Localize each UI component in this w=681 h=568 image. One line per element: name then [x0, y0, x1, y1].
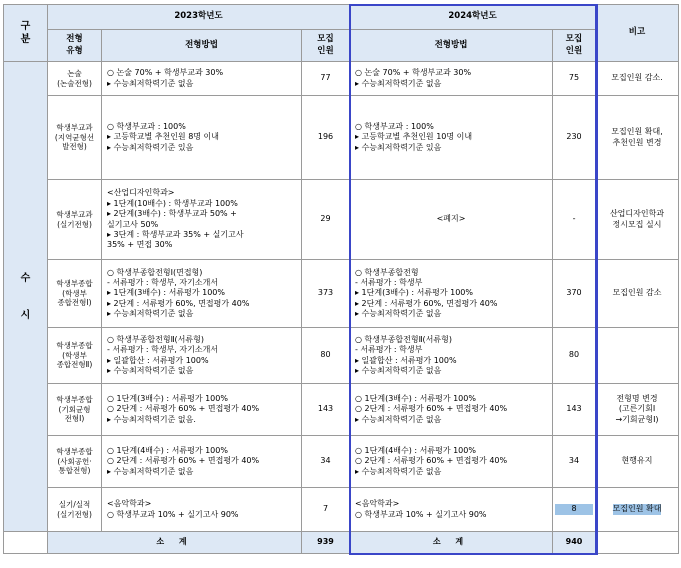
remark-line: 추천인원 변경 — [612, 137, 662, 147]
quota-2024-line: 34 — [568, 456, 580, 466]
method-2023-line: ▸ 3단계 : 학생부교과 35% + 실기고사 — [107, 229, 244, 239]
admission-type — [48, 62, 102, 96]
admission-type — [48, 180, 102, 260]
category-header: 구 분 — [4, 5, 48, 62]
remark-line: 현행유지 — [621, 456, 653, 466]
admission-type-line: 학생부교과 — [56, 209, 93, 219]
subtotal-label-2024: 소 계 — [350, 532, 553, 554]
method-2023-line: ○ 1단계(3배수) : 서류평가 100% — [107, 393, 228, 403]
quota-2024-line: 8 — [555, 504, 593, 514]
method-2023-line: ▸ 수능최저학력기준 없음 — [107, 309, 194, 319]
method-2023-line: ○ 학생부종합전형Ⅰ(면접형) — [107, 267, 203, 277]
method-2024-line: ○ 학생부종합전형 — [355, 267, 419, 277]
method-2023-line: - 서류평가 : 학생부, 자기소개서 — [107, 345, 219, 355]
remark-line: (고른기회Ⅰ — [618, 404, 656, 414]
method-2023-line: ▸ 2단계(3배수) : 학생부교과 50% + — [107, 209, 237, 219]
type-header-2023: 전형 유형 — [48, 30, 102, 62]
quota-2024-line: 75 — [568, 73, 580, 83]
method-2023-line: <음악학과> — [107, 499, 152, 509]
admissions-table — [3, 4, 679, 554]
method-2023 — [102, 260, 302, 328]
method-2023 — [102, 436, 302, 488]
method-2024-line: ▸ 일괄합산 : 서류평가 100% — [355, 355, 457, 365]
method-2023-line: ▸ 수능최저학력기준 없음 — [107, 466, 194, 476]
method-2023 — [102, 328, 302, 384]
header-row-1 — [4, 5, 679, 30]
total-row — [4, 532, 679, 554]
year-2023-header: 2023학년도 — [48, 5, 350, 30]
admission-type-line: 학생부교과 — [56, 122, 93, 132]
quota-2024-line: 370 — [566, 288, 582, 298]
header-row-2 — [4, 30, 679, 62]
remark-line: 산업디자인학과 — [609, 209, 665, 219]
quota-header-2023: 모집 인원 — [302, 30, 350, 62]
method-2023 — [102, 488, 302, 532]
quota-2023 — [302, 328, 350, 384]
table-row — [4, 96, 679, 180]
remark — [596, 96, 679, 180]
quota-2024 — [553, 328, 596, 384]
method-2023-line: ○ 학생부교과 10% + 실기고사 90% — [107, 509, 239, 519]
method-2023 — [102, 384, 302, 436]
admission-type-line: 전형Ⅰ) — [64, 414, 85, 424]
admission-type — [48, 384, 102, 436]
quota-2023 — [302, 260, 350, 328]
table-row — [4, 260, 679, 328]
method-2024-line: ○ 2단계 : 서류평가 60% + 면접평가 40% — [355, 404, 508, 414]
quota-2024-line: 230 — [566, 132, 582, 142]
subtotal-label-2023: 소 계 — [48, 532, 302, 554]
method-2023-line: 실기고사 50% — [107, 219, 159, 229]
table-row — [4, 384, 679, 436]
quota-2023-line: 29 — [320, 214, 331, 224]
susi-label-si: 시 — [20, 309, 31, 321]
quota-2024 — [553, 384, 596, 436]
method-2024-line: ○ 학생부교과 : 100% — [355, 121, 434, 131]
admission-type — [48, 436, 102, 488]
quota-2024-line: - — [572, 214, 576, 224]
method-2024-line: <음악학과> — [355, 499, 400, 509]
method-2024 — [350, 260, 553, 328]
method-2023-line: ○ 학생부교과 : 100% — [107, 121, 186, 131]
method-2023-line: - 서류평가 : 학생부, 자기소개서 — [107, 277, 219, 287]
admission-type — [48, 328, 102, 384]
quota-2023 — [302, 62, 350, 96]
remark-line: 전형명 변경 — [616, 393, 658, 403]
quota-2024 — [553, 96, 596, 180]
admission-type-line: 실기/실적 — [58, 499, 91, 509]
admission-type-line: 종합전형Ⅰ) — [57, 298, 92, 308]
remark-line: 모집인원 감소. — [611, 73, 663, 83]
method-2024-line: ▸ 수능최저학력기준 없음 — [355, 309, 442, 319]
quota-2023 — [302, 96, 350, 180]
method-2023-line: ▸ 1단계(10배수) : 학생부교과 100% — [107, 198, 238, 208]
admission-type-line: 논술 — [67, 68, 82, 78]
admission-type-line: 통합전형) — [58, 466, 91, 476]
admission-type-line: (지역균형선 — [54, 132, 95, 142]
admission-type-line: (학생부 — [62, 350, 87, 360]
quota-2023-line: 196 — [317, 132, 334, 142]
quota-2023-line: 373 — [317, 288, 334, 298]
remark — [596, 180, 679, 260]
remark-line: 정시모집 실시 — [612, 219, 662, 229]
method-2024-line: ▸ 2단계 : 서류평가 60%, 면접평가 40% — [355, 298, 498, 308]
method-2023 — [102, 62, 302, 96]
remark-line: 모집인원 확대, — [611, 127, 663, 137]
remark-header: 비고 — [596, 5, 679, 62]
method-header-2024: 전형방법 — [350, 30, 553, 62]
method-2023-line: ▸ 수능최저학력기준 없음 — [107, 78, 194, 88]
method-2024 — [350, 180, 553, 260]
remark — [596, 62, 679, 96]
method-2023-line: ▸ 1단계(3배수) : 서류평가 100% — [107, 288, 225, 298]
admission-type-line: 학생부종합 — [56, 394, 93, 404]
table-row — [4, 436, 679, 488]
admission-type-line: (실기전형) — [57, 219, 92, 229]
admission-type-line: (사회공헌· — [57, 456, 92, 466]
quota-2024 — [553, 488, 596, 532]
method-2024 — [350, 328, 553, 384]
method-2023-line: ○ 2단계 : 서류평가 60% + 면접평가 40% — [107, 456, 260, 466]
method-2024 — [350, 96, 553, 180]
quota-2024 — [553, 436, 596, 488]
admission-type-line: 학생부종합 — [56, 340, 93, 350]
method-2023-line: ▸ 수능최저학력기준 있음 — [107, 142, 194, 152]
method-2024-line: ○ 논술 70% + 학생부교과 30% — [355, 68, 472, 78]
method-2023-line: ○ 1단계(4배수) : 서류평가 100% — [107, 445, 228, 455]
quota-2024 — [553, 62, 596, 96]
method-2023-line: ▸ 일괄합산 : 서류평가 100% — [107, 355, 209, 365]
table-row — [4, 488, 679, 532]
method-2024-line: ▸ 1단계(3배수) : 서류평가 100% — [355, 288, 473, 298]
admission-type-line: (논술전형) — [57, 78, 92, 88]
method-header-2023: 전형방법 — [102, 30, 302, 62]
quota-2023 — [302, 384, 350, 436]
method-2024-line: ○ 학생부교과 10% + 실기고사 90% — [355, 509, 487, 519]
method-2024-line: - 서류평가 : 학생부 — [355, 277, 423, 287]
year-2024-header: 2024학년도 — [350, 5, 596, 30]
method-2024-line: ○ 1단계(3배수) : 서류평가 100% — [355, 393, 476, 403]
method-2023-line: ○ 2단계 : 서류평가 60% + 면접평가 40% — [107, 404, 260, 414]
susi-label — [4, 62, 48, 532]
susi-label-su: 수 — [20, 272, 31, 284]
quota-2023 — [302, 180, 350, 260]
quota-2023-line: 143 — [317, 404, 334, 414]
quota-2023 — [302, 488, 350, 532]
method-2024-line: ▸ 수능최저학력기준 없음 — [355, 365, 442, 375]
quota-2024 — [553, 260, 596, 328]
admission-type-line: (학생부 — [62, 288, 87, 298]
method-2023 — [102, 96, 302, 180]
remark — [596, 328, 679, 384]
quota-2024 — [553, 180, 596, 260]
table-row — [4, 328, 679, 384]
method-2024 — [350, 62, 553, 96]
method-2024 — [350, 384, 553, 436]
admission-type-line: 발전형) — [62, 142, 87, 152]
admission-type-line: (실기전형) — [57, 509, 92, 519]
remark — [596, 436, 679, 488]
total-blank — [4, 532, 48, 554]
method-2024-line: ○ 1단계(4배수) : 서류평가 100% — [355, 445, 476, 455]
method-2024-line: ▸ 수능최저학력기준 없음 — [355, 466, 442, 476]
quota-header-2024: 모집 인원 — [553, 30, 596, 62]
method-2023 — [102, 180, 302, 260]
quota-2023-line: 80 — [320, 350, 331, 360]
method-2024-line: ▸ 수능최저학력기준 없음 — [355, 78, 442, 88]
admission-type — [48, 260, 102, 328]
method-2023-line: ▸ 수능최저학력기준 없음. — [107, 414, 196, 424]
remark-line: 모집인원 감소 — [612, 288, 662, 298]
method-2024-line: ▸ 수능최저학력기준 없음 — [355, 414, 442, 424]
method-2024 — [350, 488, 553, 532]
quota-2023 — [302, 436, 350, 488]
method-2023-line: ○ 논술 70% + 학생부교과 30% — [107, 68, 224, 78]
quota-2023-line: 7 — [322, 504, 329, 514]
method-2024-line: ○ 2단계 : 서류평가 60% + 면접평가 40% — [355, 456, 508, 466]
quota-2023-line: 77 — [320, 73, 331, 83]
admission-type-line: 학생부종합 — [56, 446, 93, 456]
admission-type-line: 종합전형Ⅱ) — [56, 360, 93, 370]
method-2023-line: ▸ 2단계 : 서류평가 60%, 면접평가 40% — [107, 298, 250, 308]
table-row — [4, 62, 679, 96]
method-2024-line: <폐지> — [436, 214, 466, 224]
method-2023-line: ▸ 고등학교별 추천인원 8명 이내 — [107, 132, 220, 142]
admission-type-line: (기회균형 — [58, 404, 91, 414]
quota-2024-line: 143 — [566, 404, 582, 414]
admission-type-line: 학생부종합 — [56, 278, 93, 288]
remark-line: 모집인원 확대 — [612, 504, 662, 514]
subtotal-2024: 940 — [553, 532, 596, 554]
remark — [596, 488, 679, 532]
remark — [596, 384, 679, 436]
quota-2024-line: 80 — [568, 350, 580, 360]
total-remark-blank — [596, 532, 679, 554]
method-2024-line: ▸ 고등학교별 추천인원 10명 이내 — [355, 132, 473, 142]
admission-type — [48, 488, 102, 532]
method-2024-line: ○ 학생부종합전형Ⅱ(서류형) — [355, 334, 452, 344]
table-row — [4, 180, 679, 260]
method-2024-line: - 서류평가 : 학생부 — [355, 345, 423, 355]
remark-line: →기회균형Ⅰ) — [615, 414, 659, 424]
method-2023-line: ▸ 수능최저학력기준 없음 — [107, 365, 194, 375]
admission-type — [48, 96, 102, 180]
method-2023-line: ○ 학생부종합전형Ⅱ(서류형) — [107, 334, 204, 344]
method-2024-line: ▸ 수능최저학력기준 있음 — [355, 142, 442, 152]
method-2023-line: 35% + 면접 30% — [107, 240, 173, 250]
subtotal-2023: 939 — [302, 532, 350, 554]
remark — [596, 260, 679, 328]
method-2023-line: <산업디자인학과> — [107, 188, 175, 198]
quota-2023-line: 34 — [320, 456, 331, 466]
method-2024 — [350, 436, 553, 488]
